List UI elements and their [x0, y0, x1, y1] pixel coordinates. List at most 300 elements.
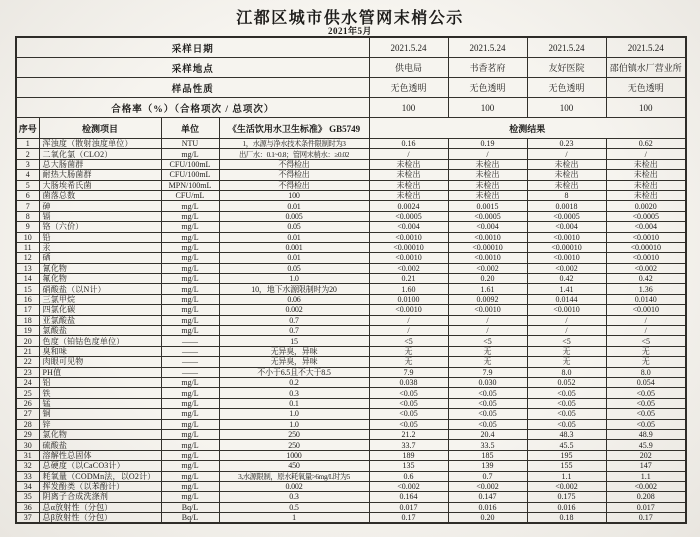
- result-value: 1.36: [606, 284, 686, 294]
- standard-limit: 不得检出: [219, 170, 369, 180]
- result-value: <0.00010: [369, 242, 448, 252]
- result-value: 未检出: [606, 159, 686, 169]
- sample-site-value: 书香茗府: [448, 58, 527, 78]
- result-value: 无: [448, 357, 527, 367]
- result-value: 0.19: [448, 139, 527, 149]
- result-value: 0.42: [606, 274, 686, 284]
- table-row: [16, 149, 686, 159]
- unit: MPN/100mL: [161, 180, 219, 190]
- sample-nature-value: 无色透明: [369, 78, 448, 98]
- standard-limit: 0.1: [219, 398, 369, 408]
- standard-limit: 0.05: [219, 263, 369, 273]
- standard-limit: 1.0: [219, 409, 369, 419]
- unit: mg/L: [161, 242, 219, 252]
- row-number: 2: [16, 149, 39, 159]
- table-row: [16, 159, 686, 169]
- item-name: 耗氧量（CODMn法，以O2计）: [39, 471, 161, 481]
- result-value: <0.05: [369, 388, 448, 398]
- row-number: 33: [16, 471, 39, 481]
- table-row: [16, 253, 686, 263]
- result-value: 33.7: [369, 440, 448, 450]
- result-value: 0.175: [527, 492, 606, 502]
- result-value: <0.002: [527, 263, 606, 273]
- result-value: 8.0: [527, 367, 606, 377]
- sample-site-value: 邵伯镇水厂营业所: [606, 58, 686, 78]
- result-value: 0.030: [448, 377, 527, 387]
- row-number: 11: [16, 242, 39, 252]
- result-value: /: [448, 315, 527, 325]
- sample-date-value: 2021.5.24: [606, 37, 686, 58]
- unit: mg/L: [161, 409, 219, 419]
- result-value: <0.05: [448, 409, 527, 419]
- result-value: 20.4: [448, 429, 527, 439]
- sample-date-value: 2021.5.24: [369, 37, 448, 58]
- table-row: [16, 409, 686, 419]
- result-value: <0.004: [369, 222, 448, 232]
- table-row: [16, 450, 686, 460]
- row-number: 37: [16, 513, 39, 524]
- row-number: 9: [16, 222, 39, 232]
- sample-nature-value: 无色透明: [448, 78, 527, 98]
- row-number: 1: [16, 139, 39, 149]
- result-value: 147: [606, 461, 686, 471]
- sample-site-value: 供电局: [369, 58, 448, 78]
- item-name: 大肠埃希氏菌: [39, 180, 161, 190]
- item-name: 耐热大肠菌群: [39, 170, 161, 180]
- row-number: 36: [16, 502, 39, 512]
- result-value: 未检出: [369, 159, 448, 169]
- result-value: <0.002: [448, 481, 527, 491]
- unit: mg/L: [161, 429, 219, 439]
- unit: mg/L: [161, 305, 219, 315]
- result-value: <0.00010: [448, 242, 527, 252]
- result-value: 0.0092: [448, 294, 527, 304]
- row-number: 8: [16, 211, 39, 221]
- result-value: 185: [448, 450, 527, 460]
- result-value: 0.20: [448, 513, 527, 524]
- item-name: 溶解性总固体: [39, 450, 161, 460]
- standard-limit: 15: [219, 336, 369, 346]
- standard-limit: 100: [219, 190, 369, 200]
- result-value: 48.9: [606, 429, 686, 439]
- item-name: 臭和味: [39, 346, 161, 356]
- item-name: 砷: [39, 201, 161, 211]
- unit: CFU/100mL: [161, 170, 219, 180]
- unit: mg/L: [161, 398, 219, 408]
- result-value: /: [448, 326, 527, 336]
- result-value: 0.0024: [369, 201, 448, 211]
- result-value: 139: [448, 461, 527, 471]
- result-value: /: [369, 315, 448, 325]
- standard-limit: 0.2: [219, 377, 369, 387]
- row-number: 20: [16, 336, 39, 346]
- result-value: 0.17: [369, 513, 448, 524]
- result-value: <0.002: [606, 263, 686, 273]
- table-row: [16, 190, 686, 200]
- result-value: <0.05: [527, 398, 606, 408]
- result-value: 202: [606, 450, 686, 460]
- result-value: <0.05: [448, 388, 527, 398]
- result-value: 48.3: [527, 429, 606, 439]
- item-name: 菌落总数: [39, 190, 161, 200]
- item-name: 硝酸盐（以N计）: [39, 284, 161, 294]
- column-header-no: 序号: [16, 118, 39, 139]
- table-row: [16, 180, 686, 190]
- item-name: 铝: [39, 377, 161, 387]
- item-name: 总α放射性（分包）: [39, 502, 161, 512]
- result-value: <5: [448, 336, 527, 346]
- row-number: 32: [16, 461, 39, 471]
- standard-limit: 0.7: [219, 315, 369, 325]
- row-number: 6: [16, 190, 39, 200]
- item-name: 氟化物: [39, 274, 161, 284]
- unit: mg/L: [161, 450, 219, 460]
- unit: mg/L: [161, 274, 219, 284]
- table-row: [16, 440, 686, 450]
- table-row: [16, 492, 686, 502]
- unit: mg/L: [161, 211, 219, 221]
- unit: CFU/100mL: [161, 159, 219, 169]
- result-value: 0.21: [369, 274, 448, 284]
- column-header-item: 检测项目: [39, 118, 161, 139]
- column-header-results: 检测结果: [369, 118, 686, 139]
- sample-nature-row: [16, 78, 686, 98]
- table-row: [16, 471, 686, 481]
- result-value: 0.016: [448, 502, 527, 512]
- item-name: 铁: [39, 388, 161, 398]
- standard-limit: 不得检出: [219, 159, 369, 169]
- result-value: 0.18: [527, 513, 606, 524]
- table-row: [16, 222, 686, 232]
- sample-nature-label: 样品性质: [16, 78, 369, 98]
- sample-site-value: 友好医院: [527, 58, 606, 78]
- result-value: <0.0010: [527, 305, 606, 315]
- unit: mg/L: [161, 461, 219, 471]
- unit: mg/L: [161, 440, 219, 450]
- result-value: /: [448, 149, 527, 159]
- item-name: 铅: [39, 232, 161, 242]
- table-row: [16, 263, 686, 273]
- standard-limit: 0.3: [219, 492, 369, 502]
- result-value: <5: [369, 336, 448, 346]
- table-row: [16, 284, 686, 294]
- result-value: 未检出: [448, 190, 527, 200]
- item-name: 锌: [39, 419, 161, 429]
- item-name: 铬（六价）: [39, 222, 161, 232]
- result-value: 1.60: [369, 284, 448, 294]
- result-value: 0.0100: [369, 294, 448, 304]
- standard-limit: 10，地下水源限制时为20: [219, 284, 369, 294]
- result-value: 0.7: [448, 471, 527, 481]
- result-value: 未检出: [606, 180, 686, 190]
- result-value: <0.0010: [369, 253, 448, 263]
- result-value: 45.5: [527, 440, 606, 450]
- row-number: 28: [16, 419, 39, 429]
- result-value: 0.17: [606, 513, 686, 524]
- item-name: 肉眼可见物: [39, 357, 161, 367]
- unit: mg/L: [161, 326, 219, 336]
- row-number: 30: [16, 440, 39, 450]
- pass-rate-value: 100: [527, 98, 606, 118]
- table-row: [16, 242, 686, 252]
- result-value: 未检出: [369, 190, 448, 200]
- result-value: 7.9: [448, 367, 527, 377]
- row-number: 15: [16, 284, 39, 294]
- result-value: 未检出: [606, 170, 686, 180]
- page-title: 江都区城市供水管网末梢公示: [236, 10, 464, 27]
- result-value: /: [527, 326, 606, 336]
- result-value: 0.164: [369, 492, 448, 502]
- result-value: <0.002: [527, 481, 606, 491]
- result-value: <0.05: [448, 398, 527, 408]
- standard-limit: 0.01: [219, 232, 369, 242]
- item-name: 阴离子合成洗涤剂: [39, 492, 161, 502]
- table-row: [16, 211, 686, 221]
- result-value: 未检出: [527, 170, 606, 180]
- result-value: 33.5: [448, 440, 527, 450]
- item-name: 铜: [39, 409, 161, 419]
- result-value: <0.05: [369, 419, 448, 429]
- standard-limit: 0.06: [219, 294, 369, 304]
- table-row: [16, 388, 686, 398]
- result-value: 0.0140: [606, 294, 686, 304]
- result-value: 45.9: [606, 440, 686, 450]
- pass-rate-value: 100: [606, 98, 686, 118]
- row-number: 4: [16, 170, 39, 180]
- standard-limit: 1.0: [219, 274, 369, 284]
- column-header-standard: 《生活饮用水卫生标准》 GB5749: [219, 118, 369, 139]
- sample-site-label: 采样地点: [16, 58, 369, 78]
- result-value: <0.0010: [606, 305, 686, 315]
- table-row: [16, 513, 686, 524]
- standard-limit: 0.3: [219, 388, 369, 398]
- table-row: [16, 398, 686, 408]
- result-value: 0.16: [369, 139, 448, 149]
- row-number: 14: [16, 274, 39, 284]
- unit: mg/L: [161, 232, 219, 242]
- table-row: [16, 346, 686, 356]
- result-value: /: [606, 315, 686, 325]
- unit: mg/L: [161, 263, 219, 273]
- result-value: <0.05: [527, 419, 606, 429]
- item-name: 硫酸盐: [39, 440, 161, 450]
- result-value: <0.00010: [606, 242, 686, 252]
- result-value: 0.0144: [527, 294, 606, 304]
- sample-date-value: 2021.5.24: [527, 37, 606, 58]
- result-value: 0.208: [606, 492, 686, 502]
- item-name: 二氧化氯（CLO2）: [39, 149, 161, 159]
- result-value: <0.0005: [448, 211, 527, 221]
- result-value: <0.05: [527, 388, 606, 398]
- result-value: 无: [369, 346, 448, 356]
- item-name: 氰化物: [39, 263, 161, 273]
- result-value: 无: [527, 357, 606, 367]
- item-name: 氯酸盐: [39, 326, 161, 336]
- standard-limit: 0.002: [219, 481, 369, 491]
- result-value: 8.0: [606, 367, 686, 377]
- result-value: <0.004: [606, 222, 686, 232]
- result-value: 0.038: [369, 377, 448, 387]
- result-value: 0.62: [606, 139, 686, 149]
- unit: mg/L: [161, 284, 219, 294]
- result-value: <5: [527, 336, 606, 346]
- unit: mg/L: [161, 315, 219, 325]
- result-value: 未检出: [448, 170, 527, 180]
- row-number: 35: [16, 492, 39, 502]
- unit: Bq/L: [161, 502, 219, 512]
- result-value: <0.004: [448, 222, 527, 232]
- standard-limit: 无异臭，异味: [219, 346, 369, 356]
- result-value: 无: [606, 346, 686, 356]
- result-value: 未检出: [527, 159, 606, 169]
- result-value: <0.002: [448, 263, 527, 273]
- standard-limit: 450: [219, 461, 369, 471]
- result-value: <0.0010: [448, 253, 527, 263]
- result-value: 135: [369, 461, 448, 471]
- result-value: <0.004: [527, 222, 606, 232]
- table-row: [16, 502, 686, 512]
- unit: ——: [161, 357, 219, 367]
- item-name: PH值: [39, 367, 161, 377]
- unit: ——: [161, 346, 219, 356]
- row-number: 27: [16, 409, 39, 419]
- sample-date-row: [16, 37, 686, 58]
- result-value: <0.0005: [369, 211, 448, 221]
- sample-nature-value: 无色透明: [527, 78, 606, 98]
- column-header-unit: 单位: [161, 118, 219, 139]
- standard-limit: 出厂水：0.1~0.8；管网末梢水：≥0.02: [219, 149, 369, 159]
- row-number: 18: [16, 315, 39, 325]
- item-name: 总硬度（以CaCO3计）: [39, 461, 161, 471]
- result-value: 未检出: [527, 180, 606, 190]
- row-number: 26: [16, 398, 39, 408]
- item-name: 总β放射性（分包）: [39, 513, 161, 524]
- result-value: <5: [606, 336, 686, 346]
- row-number: 29: [16, 429, 39, 439]
- row-number: 3: [16, 159, 39, 169]
- table-row: [16, 419, 686, 429]
- result-value: <0.0010: [369, 232, 448, 242]
- standard-limit: 0.7: [219, 326, 369, 336]
- result-value: 0.147: [448, 492, 527, 502]
- unit: mg/L: [161, 201, 219, 211]
- row-number: 25: [16, 388, 39, 398]
- result-value: <0.0010: [606, 232, 686, 242]
- page-subtitle: 2021年5月: [327, 26, 372, 36]
- result-value: <0.05: [448, 419, 527, 429]
- item-name: 亚氯酸盐: [39, 315, 161, 325]
- pass-rate-value: 100: [448, 98, 527, 118]
- unit: mg/L: [161, 388, 219, 398]
- row-number: 19: [16, 326, 39, 336]
- result-value: 未检出: [369, 180, 448, 190]
- result-value: 0.20: [448, 274, 527, 284]
- unit: mg/L: [161, 253, 219, 263]
- result-value: 0.0018: [527, 201, 606, 211]
- result-value: <0.002: [369, 263, 448, 273]
- table-row: [16, 305, 686, 315]
- row-number: 7: [16, 201, 39, 211]
- table-row: [16, 315, 686, 325]
- result-value: 1.1: [606, 471, 686, 481]
- standard-limit: 0.002: [219, 305, 369, 315]
- table-row: [16, 336, 686, 346]
- row-number: 24: [16, 377, 39, 387]
- result-value: 0.6: [369, 471, 448, 481]
- standard-limit: 0.001: [219, 242, 369, 252]
- result-value: 无: [606, 357, 686, 367]
- pass-rate-label: 合格率（%）（合格项次 / 总项次）: [16, 98, 369, 118]
- result-value: <0.0010: [527, 232, 606, 242]
- result-value: <0.0005: [527, 211, 606, 221]
- pass-rate-value: 100: [369, 98, 448, 118]
- result-value: <0.0010: [606, 253, 686, 263]
- result-value: 无: [369, 357, 448, 367]
- sample-date-value: 2021.5.24: [448, 37, 527, 58]
- row-number: 21: [16, 346, 39, 356]
- row-number: 31: [16, 450, 39, 460]
- result-value: <0.05: [527, 409, 606, 419]
- result-value: <0.0010: [448, 232, 527, 242]
- result-value: 195: [527, 450, 606, 460]
- standard-limit: 1: [219, 513, 369, 524]
- row-number: 12: [16, 253, 39, 263]
- water-quality-table: [15, 36, 687, 524]
- table-row: [16, 294, 686, 304]
- pass-rate-row: [16, 98, 686, 118]
- unit: mg/L: [161, 481, 219, 491]
- table-row: [16, 139, 686, 149]
- table-row: [16, 232, 686, 242]
- result-value: 未检出: [448, 180, 527, 190]
- row-number: 23: [16, 367, 39, 377]
- unit: CFU/mL: [161, 190, 219, 200]
- item-name: 四氯化碳: [39, 305, 161, 315]
- item-name: 镉: [39, 211, 161, 221]
- unit: mg/L: [161, 222, 219, 232]
- result-value: 7.9: [369, 367, 448, 377]
- unit: mg/L: [161, 294, 219, 304]
- standard-limit: 不得检出: [219, 180, 369, 190]
- result-value: <0.05: [606, 388, 686, 398]
- unit: mg/L: [161, 419, 219, 429]
- result-value: <0.0010: [527, 253, 606, 263]
- result-value: 未检出: [448, 159, 527, 169]
- result-value: <0.0010: [369, 305, 448, 315]
- item-name: 氯化物: [39, 429, 161, 439]
- result-value: 0.0015: [448, 201, 527, 211]
- result-value: <0.0005: [606, 211, 686, 221]
- item-name: 挥发酚类（以苯酚计）: [39, 481, 161, 491]
- result-value: <0.0010: [448, 305, 527, 315]
- standard-limit: 0.01: [219, 201, 369, 211]
- result-value: 0.016: [527, 502, 606, 512]
- standard-limit: 0.5: [219, 502, 369, 512]
- sample-site-row: [16, 58, 686, 78]
- row-number: 13: [16, 263, 39, 273]
- standard-limit: 无异臭，异味: [219, 357, 369, 367]
- row-number: 16: [16, 294, 39, 304]
- item-name: 汞: [39, 242, 161, 252]
- results-tbody: [16, 139, 686, 524]
- row-number: 10: [16, 232, 39, 242]
- standard-limit: 1，水源与净水技术条件限制时为3: [219, 139, 369, 149]
- result-value: 8: [527, 190, 606, 200]
- result-value: <0.00010: [527, 242, 606, 252]
- result-value: 0.052: [527, 377, 606, 387]
- table-row: [16, 170, 686, 180]
- row-number: 17: [16, 305, 39, 315]
